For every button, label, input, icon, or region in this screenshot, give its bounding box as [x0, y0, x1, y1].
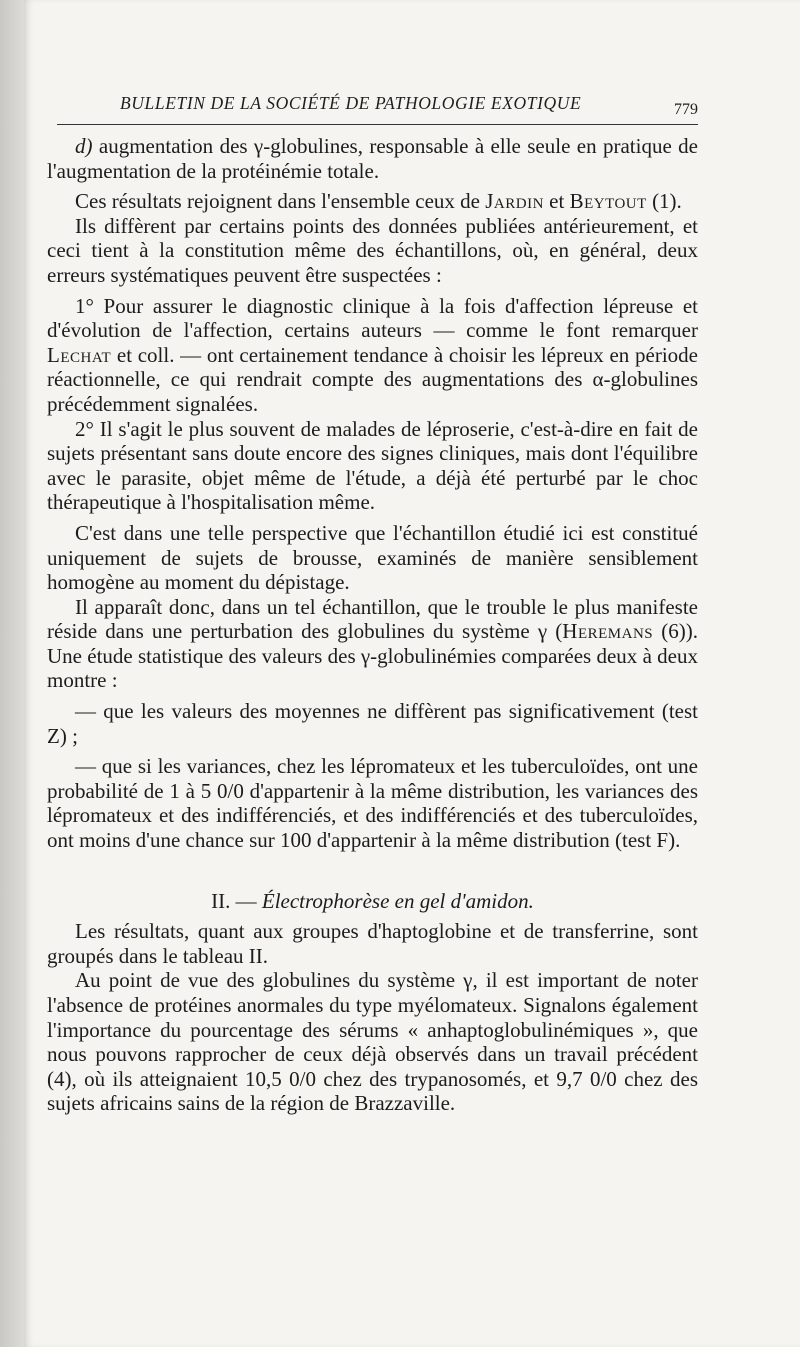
paragraph-means: — que les valeurs des moyennes ne diffèrent pas significativement (test Z) ;: [47, 699, 698, 748]
section-heading: [47, 889, 698, 914]
paragraph-perspective: C'est dans une telle perspective que l'échantillon étudié ici est constitué uniquement de sujets de brousse, examinés de manière sensiblement homogène au moment du dépistage.: [47, 520, 698, 595]
paragraph-point-2: 2° Il s'agit le plus souvent de malades de léproserie, c'est-à-dire en fait de sujets présentant sans doute encore des signes cliniques, mais dont l'équilibre avec le parasite, objet même de l'étude, a déjà été perturbé par le choc thérapeutique à l'hospitalisation même.: [47, 416, 698, 515]
paragraph-d: [47, 134, 698, 183]
paragraph-text: (1).: [646, 189, 682, 214]
paragraph-text: et: [543, 189, 570, 214]
paragraph-text: Il apparaît donc, dans un tel échantillon, que le trouble le plus manifeste réside dans une perturbation des globulines du système γ (: [47, 594, 698, 644]
section-number: II. —: [211, 888, 262, 913]
paragraph-table-ref: Les résultats, quant aux groupes d'haptoglobine et de transferrine, sont groupés dans le tableau II.: [47, 919, 698, 968]
item-label: d): [75, 134, 93, 158]
author-name: Beytout: [569, 189, 647, 214]
paragraph-text: 1° Pour assurer le diagnostic clinique à la fois d'affection lépreuse et d'évolution de l'affection, certains auteurs — comme le font remarquer: [47, 293, 698, 343]
page-gutter: [0, 0, 24, 1347]
paragraph-text: (6)). Une étude statistique des valeurs des γ-globulinémies comparées deux à deux montre :: [47, 619, 698, 693]
paragraph-trouble: [47, 595, 698, 693]
running-header: BULLETIN DE LA SOCIÉTÉ DE PATHOLOGIE EXOTIQUE: [120, 93, 582, 113]
author-name: Heremans: [562, 619, 654, 644]
paragraph-point-1: [47, 294, 698, 417]
paragraph-globulins: Au point de vue des globulines du système γ, il est important de noter l'absence de protéines anormales du type myélomateux. Signalons également l'importance du pourcentage des sérums « anhaptoglobulinémiques », que nous pouvons rapprocher de ceux déjà observés dans un travail précédent (4), où ils atteignaient 10,5 0/0 chez des trypanosomés, et 9,7 0/0 chez des sujets africains sains de la région de Brazzaville.: [47, 968, 698, 1116]
body-text: [47, 134, 698, 1116]
page-number: 779: [674, 101, 698, 118]
paragraph-text: et coll. — ont certainement tendance à choisir les lépreux en période réactionnelle, ce qui rendrait compte des augmentations des α-globulines précédemment signalées.: [47, 342, 698, 416]
paragraph-text: augmentation des γ-globulines, responsable à elle seule en pratique de l'augmentation de la protéinémie totale.: [47, 134, 698, 183]
header-rule: [57, 124, 698, 125]
paragraph-variances: — que si les variances, chez les lépromateux et les tuberculoïdes, ont une probabilité de 1 à 5 0/0 d'appartenir à la même distribution, les variances des lépromateux et des indifférenciés, et des indifférenciés et des tuberculoïdes, ont moins d'une chance sur 100 d'appartenir à la même distribution (test F).: [47, 754, 698, 853]
author-name: Jardin: [485, 189, 544, 214]
paragraph-results: [47, 189, 698, 214]
paragraph-text: Ces résultats rejoignent dans l'ensemble ceux de: [75, 189, 486, 214]
paragraph-differ: Ils diffèrent par certains points des données publiées antérieurement, et ceci tient à la constitution même des échantillons, où, en général, deux erreurs systématiques peuvent être suspectées :: [47, 213, 698, 287]
section-title: Électrophorèse en gel d'amidon.: [261, 888, 534, 913]
author-name: Lechat: [47, 342, 112, 367]
